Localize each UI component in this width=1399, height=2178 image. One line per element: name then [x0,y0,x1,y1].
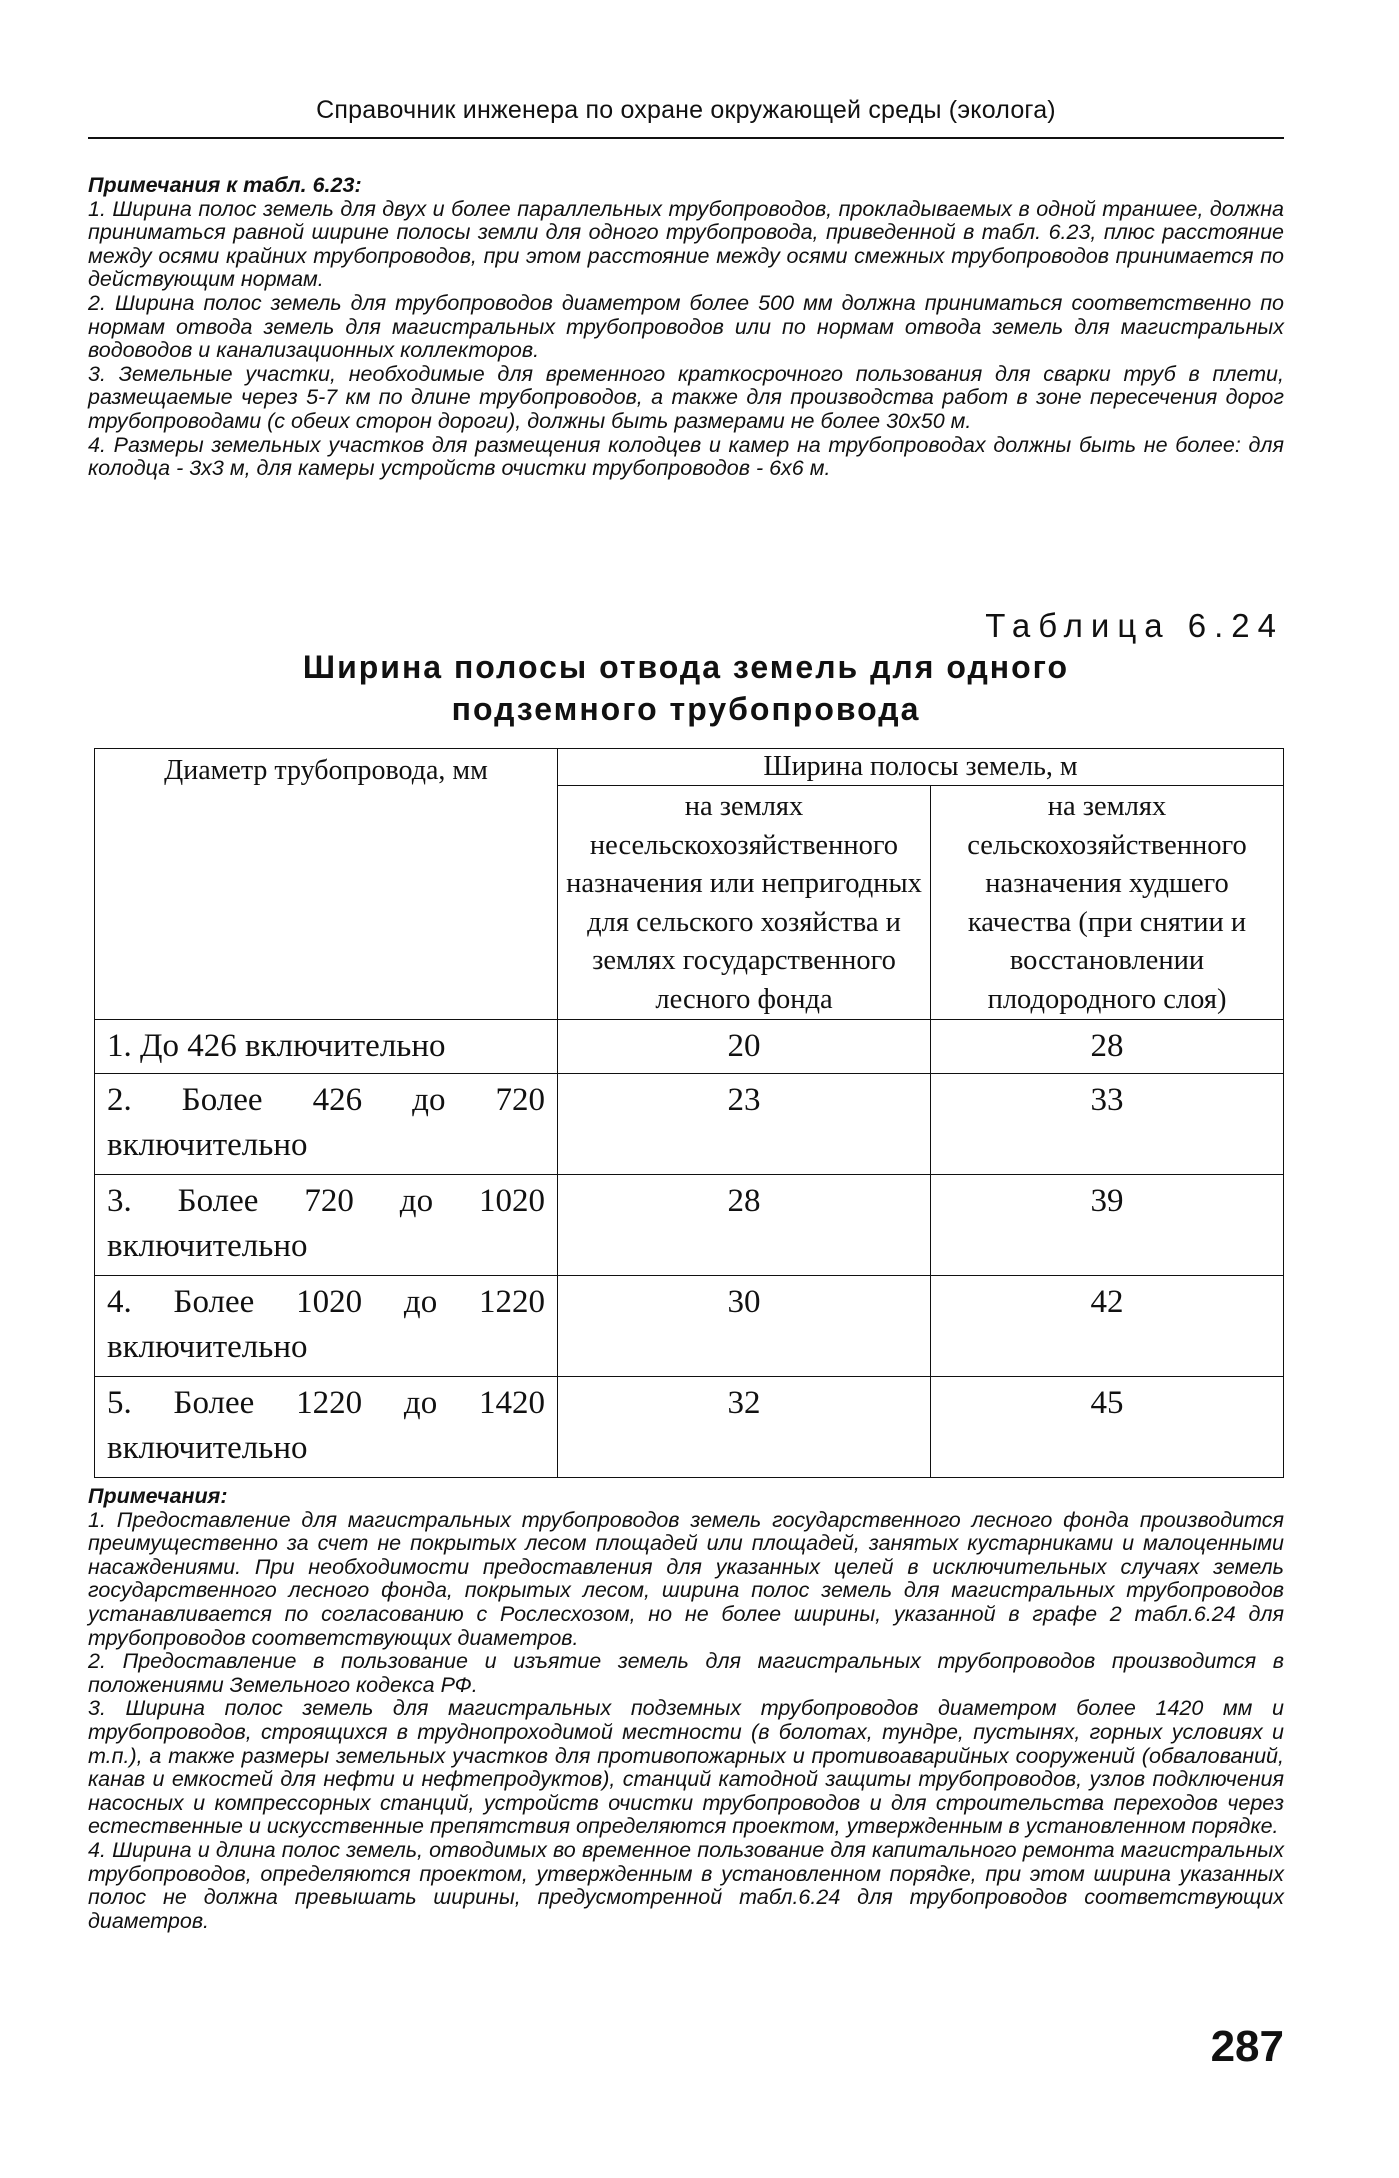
note-item: 2. Ширина полос земель для трубопроводов диаметром более 500 мм должна приниматься соответственно по нормам отвода земель для магистральных трубопроводов или по нормам отвода земель для магистральных водоводов и канализационных коллекторов. [88,290,1284,363]
row-value-nonagricultural: 30 [558,1276,931,1377]
table-number: Таблица 6.24 [985,607,1284,644]
notes-table-6-24 [88,1485,1284,1933]
row-label: 4. Более 1020 до 1220 включительно [95,1276,558,1377]
note-item: 1. Предоставление для магистральных трубопроводов земель государственного лесного фонда производится преимущественно за счет не покрытых лесом площадей или площадей, занятых кустарниками и малоценными насаждениями. При необходимости предоставления для указанных целей в исключительных случаях земель государственного лесного фонда, покрытых лесом, ширина полос земель для магистральных трубопроводов устанавливается по согласованию с Рослесхозом, но не более ширины, указанной в графе 2 табл.6.24 для трубопроводов соответствующих диаметров. [88,1507,1284,1650]
row-label: 3. Более 720 до 1020 включительно [95,1175,558,1276]
row-value-agricultural: 45 [931,1377,1284,1478]
header-land-width: Ширина полосы земель, м [558,749,1284,786]
row-label: 1. До 426 включительно [95,1020,558,1074]
row-value-nonagricultural: 28 [558,1175,931,1276]
row-value-nonagricultural: 20 [558,1020,931,1074]
table-row [95,1276,1284,1377]
row-value-agricultural: 33 [931,1074,1284,1175]
subheader-nonagricultural: на землях несельскохозяйственного назначения или непригодных для сельского хозяйства и землях государственного лесного фонда [558,786,931,1020]
row-value-agricultural: 39 [931,1175,1284,1276]
notes-table-6-23 [88,174,1284,481]
table-row [95,1074,1284,1175]
running-header: Справочник инженера по охране окружающей среды (эколога) [316,96,1056,124]
row-value-agricultural: 28 [931,1020,1284,1074]
header-rule [88,137,1284,139]
header-diameter: Диаметр трубопровода, мм [95,749,558,1020]
row-value-nonagricultural: 32 [558,1377,931,1478]
table-row [95,1175,1284,1276]
note-item: 3. Ширина полос земель для магистральных подземных трубопроводов диаметром более 1420 мм и трубопроводов, строящихся в труднопроходимой местности (в болотах, тундре, пустынях, горных условиях и т.п.), а также размеры земельных участков для противопожарных и противоаварийных сооружений (обвалований, канав и емкостей для нефти и нефтепродуктов), станций катодной защиты трубопроводов, узлов подключения насосных и компрессорных станций, устройств очистки трубопроводов и для строительства переходов через естественные и искусственные препятствия определяются проектом, утвержденным в установленном порядке. [88,1696,1284,1839]
note-item: 1. Ширина полос земель для двух и более параллельных трубопроводов, прокладываемых в одной траншее, должна приниматься равной ширине полосы земли для одного трубопровода, приведенной в табл. 6.23, плюс расстояние между осями крайних трубопроводов, при этом расстояние между осями смежных трубопроводов принимается по действующим нормам. [88,196,1284,292]
notes-heading: Примечания: [88,1484,228,1508]
pipeline-land-width-table [94,748,1284,1478]
row-label: 5. Более 1220 до 1420 включительно [95,1377,558,1478]
table-title-line: подземного трубопровода [451,691,921,727]
note-item: 2. Предоставление в пользование и изъятие земель для магистральных трубопроводов производится в положениями Земельного кодекса РФ. [88,1649,1284,1697]
note-item: 4. Размеры земельных участков для размещения колодцев и камер на трубопроводах должны быть не более: для колодца - 3х3 м, для камеры устройств очистки трубопроводов - 6х6 м. [88,432,1284,481]
table-row [95,1377,1284,1478]
row-label: 2. Более 426 до 720 включительно [95,1074,558,1175]
table-row [95,1020,1284,1074]
notes-heading: Примечания к табл. 6.23: [88,173,362,197]
row-value-nonagricultural: 23 [558,1074,931,1175]
page-number: 287 [1210,2022,1284,2071]
table-title [88,646,1284,730]
note-item: 3. Земельные участки, необходимые для временного краткосрочного пользования для сварки труб в плети, размещаемые через 5-7 км по длине трубопроводов, а также для производства работ в зоне пересечения дорог трубопроводами (с обеих сторон дороги), должны быть размерами не более 30х50 м. [88,361,1284,433]
subheader-agricultural: на землях сельскохозяйственного назначения худшего качества (при снятии и восстановлении плодородного слоя) [931,786,1284,1020]
table-title-line: Ширина полосы отвода земель для одного [302,649,1070,685]
note-item: 4. Ширина и длина полос земель, отводимых во временное пользование для капитального ремонта магистральных трубопроводов, определяются проектом, утвержденным в установленном порядке, при этом ширина указанных полос не должна превышать ширины, предусмотренной табл.6.24 для трубопроводов соответствующих диаметров. [88,1837,1284,1933]
row-value-agricultural: 42 [931,1276,1284,1377]
